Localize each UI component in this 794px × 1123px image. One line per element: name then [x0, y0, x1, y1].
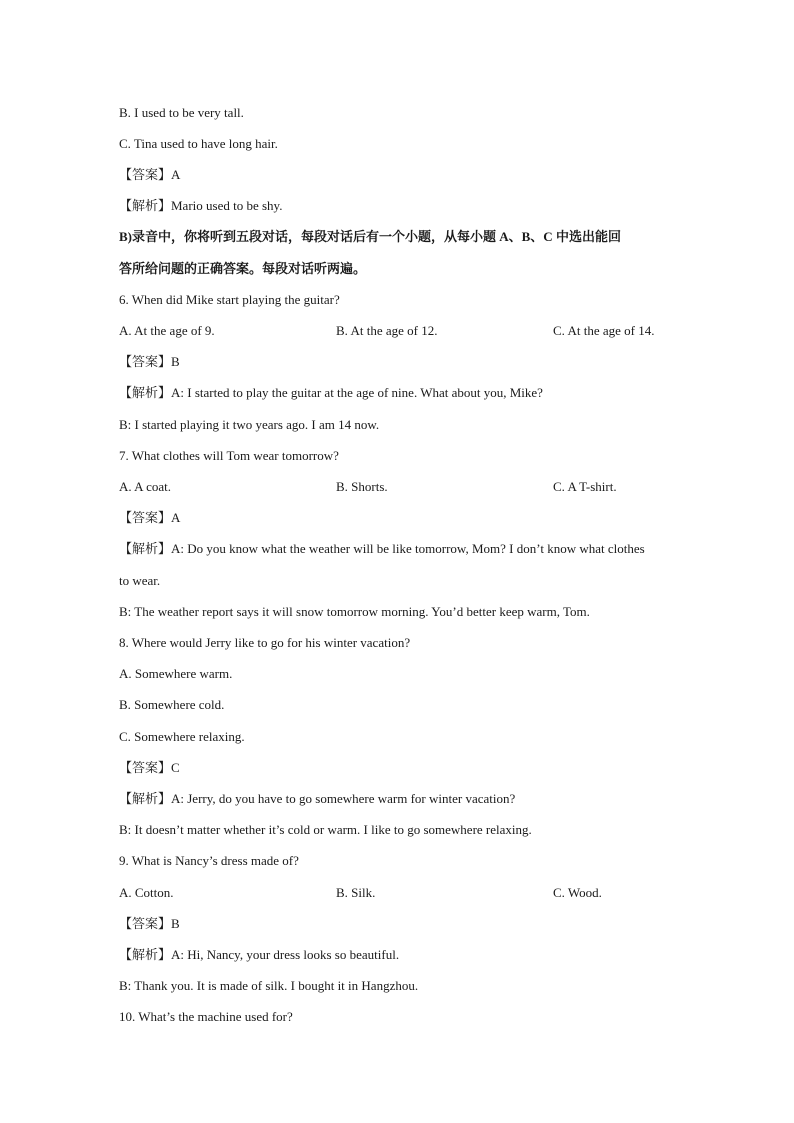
explanation-line: 【解析】A: Do you know what the weather will be like tomorrow, Mom? I don’t know what clothes — [119, 541, 645, 556]
option-a-text: A. Somewhere warm. — [119, 666, 233, 681]
dialogue-line: B: The weather report says it will snow tomorrow morning. You’d better keep warm, Tom. — [119, 604, 590, 619]
explanation-line: 【解析】A: I started to play the guitar at the age of nine. What about you, Mike? — [119, 385, 543, 400]
question-8: 8. Where would Jerry like to go for his winter vacation? — [119, 635, 411, 650]
option-b: B. Shorts. — [336, 479, 388, 494]
explanation-line: 【解析】A: Hi, Nancy, your dress looks so beautiful. — [119, 947, 400, 962]
option-b: B. At the age of 12. — [336, 323, 438, 338]
explanation-line: 【解析】A: Jerry, do you have to go somewhere warm for winter vacation? — [119, 791, 516, 806]
option-b-text: B. Somewhere cold. — [119, 697, 225, 712]
section-instruction-cont: 答所给问题的正确答案。每段对话听两遍。 — [119, 261, 367, 276]
explanation-line: 【解析】Mario used to be shy. — [119, 198, 283, 213]
section-instruction: B)录音中，你将听到五段对话，每段对话后有一个小题，从每小题 A、B、C 中选出能回 — [119, 229, 621, 244]
answer-line: 【答案】B — [119, 916, 180, 931]
option-b: B. Silk. — [336, 885, 376, 900]
question-7-options — [119, 479, 719, 495]
answer-line: 【答案】B — [119, 354, 180, 369]
question-9: 9. What is Nancy’s dress made of? — [119, 853, 299, 868]
question-9-options — [119, 885, 719, 901]
question-7: 7. What clothes will Tom wear tomorrow? — [119, 448, 339, 463]
option-c: C. A T-shirt. — [553, 479, 617, 494]
explanation-line-cont: to wear. — [119, 573, 161, 588]
option-c-text: C. Somewhere relaxing. — [119, 729, 245, 744]
dialogue-line: B: Thank you. It is made of silk. I bought it in Hangzhou. — [119, 978, 419, 993]
dialogue-line: B: I started playing it two years ago. I am 14 now. — [119, 417, 380, 432]
answer-line: 【答案】A — [119, 510, 181, 525]
question-10: 10. What’s the machine used for? — [119, 1009, 293, 1024]
option-c-text: C. Tina used to have long hair. — [119, 136, 278, 151]
answer-line: 【答案】C — [119, 760, 180, 775]
option-b-text: B. I used to be very tall. — [119, 105, 244, 120]
option-a: A. A coat. — [119, 479, 171, 494]
question-6-options — [119, 323, 719, 339]
option-c: C. Wood. — [553, 885, 602, 900]
option-a: A. Cotton. — [119, 885, 174, 900]
option-c: C. At the age of 14. — [553, 323, 655, 338]
question-6: 6. When did Mike start playing the guitar? — [119, 292, 340, 307]
answer-line: 【答案】A — [119, 167, 181, 182]
dialogue-line: B: It doesn’t matter whether it’s cold or warm. I like to go somewhere relaxing. — [119, 822, 532, 837]
option-a: A. At the age of 9. — [119, 323, 215, 338]
